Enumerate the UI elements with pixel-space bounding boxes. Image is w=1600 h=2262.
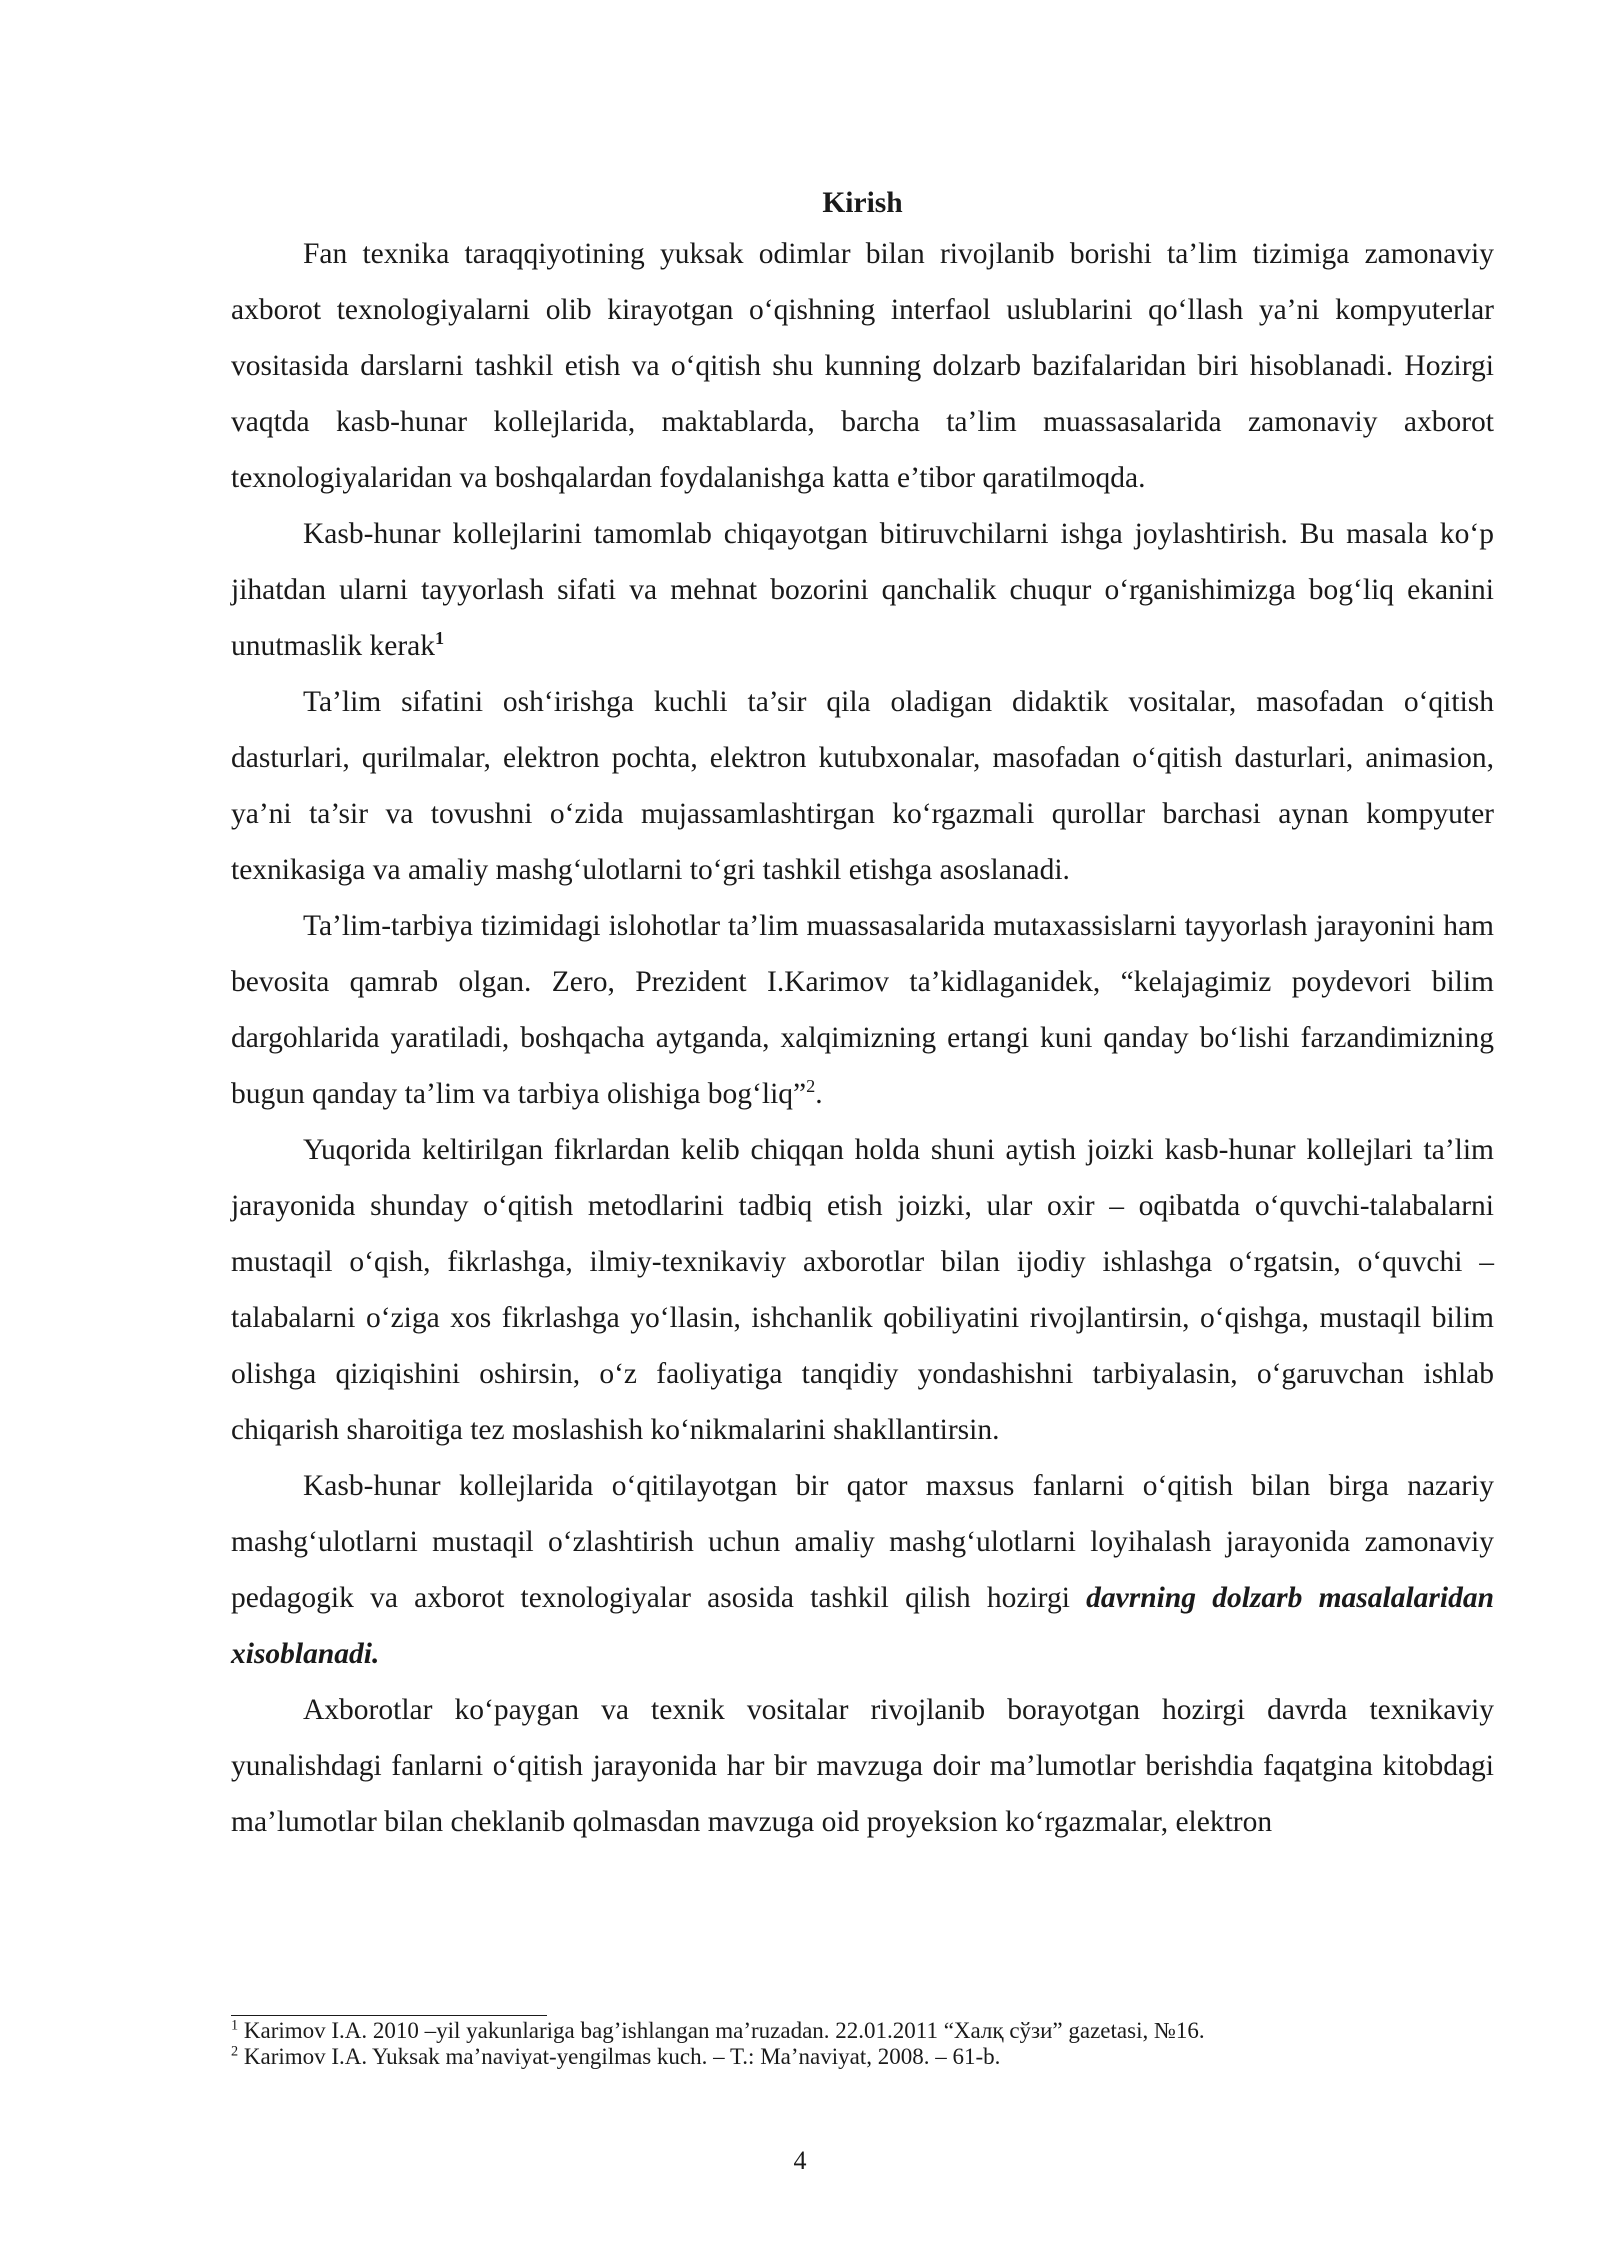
footnote-2-text: Karimov I.A. Yuksak ma’naviyat-yengilmas kuch. – T.: Ma’naviyat, 2008. – 61-b. [238, 2044, 1001, 2069]
footnote-1-number: 1 [231, 2017, 239, 2034]
footnote-1-text: Karimov I.A. 2010 –yil yakunlariga bag’ishlangan ma’ruzadan. 22.01.2011 “Халқ сўзи” gazetasi, №16. [238, 2018, 1205, 2043]
main-text [231, 180, 1494, 1850]
paragraph-4-end: . [815, 1078, 823, 1110]
paragraph-5: Yuqorida keltirilgan fikrlardan kelib chiqqan holda shuni aytish joizki kasb-hunar kollejlari ta’lim jarayonida shunday o‘qitish metodlarini tadbiq etish joizki, ular oxir – oqibatda o‘quvchi-talabalarni mustaqil o‘qish, fikrlashga, ilmiy-texnikaviy axborotlar bilan ijodiy ishlashga o‘rgatsin, o‘quvchi – talabalarni o‘ziga xos fikrlashga yo‘llasin, ishchanlik qobiliyatini rivojlantirsin, o‘qishga, mustaqil bilim olishga qiziqishini oshirsin, o‘z faoliyatiga tanqidiy yondashishni tarbiyalasin, o‘garuvchan ishlab chiqarish sharoitiga tez moslashish ko‘nikmalarini shakllantirsin. [231, 1134, 1494, 1446]
footnote-ref-2[interactable]: 2 [806, 1076, 816, 1097]
footnote-separator [231, 2015, 547, 2016]
paragraph-3: Ta’lim sifatini osh‘irishga kuchli ta’sir qila oladigan didaktik vositalar, masofadan o‘qitish dasturlari, qurilmalar, elektron pochta, elektron kutubxonalar, masofadan o‘qitish dasturlari, animasion, ya’ni ta’sir va tovushni o‘zida mujassamlashtirgan ko‘rgazmali qurollar barchasi aynan kompyuter texnikasiga va amaliy mashg‘ulotlarni to‘gri tashkil etishga asoslanadi. [231, 686, 1494, 886]
footnote-2-number: 2 [231, 2043, 239, 2060]
paragraph-1: Fan texnika taraqqiyotining yuksak odimlar bilan rivojlanib borishi ta’lim tizimiga zamonaviy axborot texnologiyalarni olib kirayotgan o‘qishning interfaol uslublarini qo‘llash ya’ni kompyuterlar vositasida darslarni tashkil etish va o‘qitish shu kunning dolzarb bazifalaridan biri hisoblanadi. Hozirgi vaqtda kasb-hunar kollejlarida, maktablarda, barcha ta’lim muassasalarida zamonaviy axborot texnologiyalaridan va boshqalardan foydalanishga katta e’tibor qaratilmoqda. [231, 238, 1494, 494]
footnote-1 [231, 2018, 1494, 2044]
paragraph-6 [231, 1458, 1494, 1682]
paragraph-4 [231, 898, 1494, 1122]
paragraph-7: Axborotlar ko‘paygan va texnik vositalar rivojlanib borayotgan hozirgi davrda texnikaviy yunalishdagi fanlarni o‘qitish jarayonida har bir mavzuga doir ma’lumotlar berishdia faqatgina kitobdagi ma’lumotlar bilan cheklanib qolmasdan mavzuga oid proyeksion ko‘rgazmalar, elektron [231, 1694, 1494, 1838]
paragraph-2 [231, 506, 1494, 674]
page-number: 4 [793, 2146, 807, 2175]
footnotes [231, 2018, 1494, 2070]
footnote-2 [231, 2044, 1494, 2070]
footnote-ref-1[interactable]: 1 [435, 628, 445, 649]
section-title: Kirish [822, 187, 903, 219]
paragraph-2-text: Kasb-hunar kollejlarini tamomlab chiqayotgan bitiruvchilarni ishga joylashtirish. Bu masala ko‘p jihatdan ularni tayyorlash sifati va mehnat bozorini qanchalik chuqur o‘rganishimizga bog‘liq ekanini unutmaslik kerak [231, 518, 1494, 662]
paragraph-4-text: Ta’lim-tarbiya tizimidagi islohotlar ta’lim muassasalarida mutaxassislarni tayyorlash jarayonini ham bevosita qamrab olgan. Zero, Prezident I.Karimov ta’kidlaganidek, “kelajagimiz poydevori bilim dargohlarida yaratiladi, boshqacha aytganda, xalqimizning ertangi kuni qanday bo‘lishi farzandimizning bugun qanday ta’lim va tarbiya olishiga bog‘liq” [231, 910, 1494, 1110]
paragraph-6-text: Kasb-hunar kollejlarida o‘qitilayotgan bir qator maxsus fanlarni o‘qitish bilan birga nazariy mashg‘ulotlarni mustaqil o‘zlashtirish uchun amaliy mashg‘ulotlarni loyihalash jarayonida zamonaviy pedagogik va axborot texnologiyalar asosida tashkil qilish hozirgi [231, 1470, 1494, 1614]
paragraph-6-emphasis: davrning dolzarb masalalaridan xisoblanadi. [231, 1582, 1494, 1670]
